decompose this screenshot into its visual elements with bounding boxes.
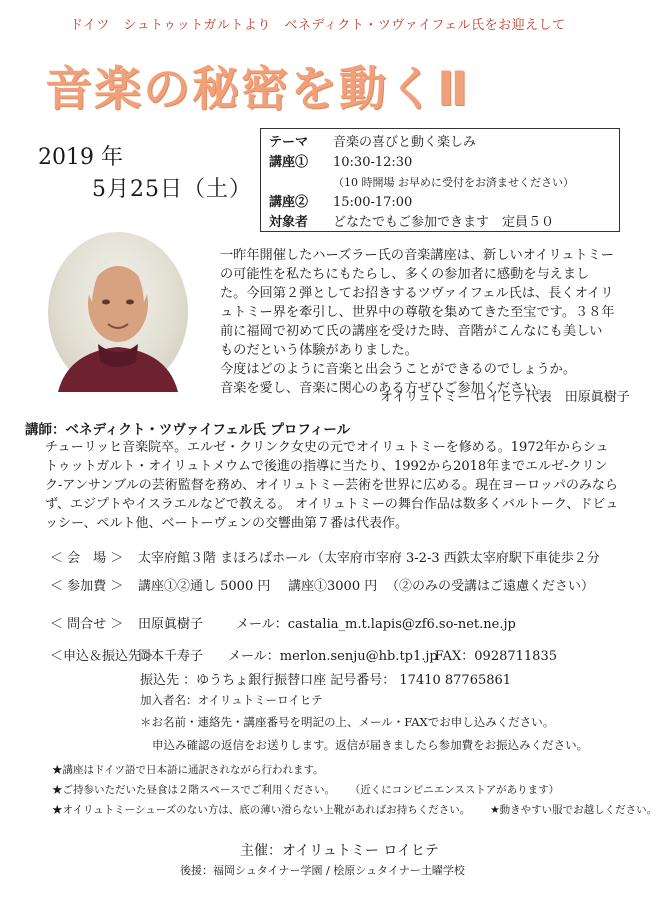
contact-label: ＜ 問合せ ＞ xyxy=(50,617,124,632)
contact-row xyxy=(50,613,516,632)
intro-paragraph-3: 音楽を愛し、音楽に関心のある方ぜひご参加ください。 xyxy=(220,381,550,396)
fee-note: （②のみの受講はご遠慮ください） xyxy=(386,579,595,594)
apply-mail-label: メール： xyxy=(228,649,280,664)
lecturer-profile: チューリッヒ音楽院卒。エルゼ・クリンク女史の元でオイリュトミーを修める。1972年からシュトゥットガルト・オイリュトメウムで後進の指導に当たり、1992から2018年までエルゼ-クリンク-アンサンブルの芸術監督を務め、オイリュトミー芸術を世界に広める。現在ヨーロッパのみならず、エジプトやイスラエルなどで教える。 オイリュトミーの舞台作品は数多くバルトーク、ドビュッシー、ペルト他、ベートーヴェンの交響曲第７番は代表作。 xyxy=(45,440,619,531)
contact-mail-label: メール： xyxy=(236,617,288,632)
apply-name: 岡本千寿子 xyxy=(138,649,204,664)
date-year: 2019 年 xyxy=(38,145,123,170)
organizer: 主催：オイリュトミー ロイヒテ xyxy=(240,843,439,859)
lecture2-label: 講座② xyxy=(269,195,309,210)
fee-single: 講座①3000 円 xyxy=(288,579,378,594)
top-note: ドイツ シュトゥットガルトより ベネディクト・ツヴァイフェル氏をお迎えして xyxy=(70,18,566,33)
theme-label: テーマ xyxy=(269,135,309,150)
note-clothing: ★動きやすい服でお越しください。 xyxy=(490,804,657,816)
info-target-row xyxy=(269,213,611,233)
note-shoes: ★オイリュトミーシューズのない方は、底の薄い滑らない上靴があればお持ちください。 xyxy=(52,804,471,816)
lecture1-note: （10 時開場 お早めに受付をお済ませください） xyxy=(333,176,574,189)
lecturer-portrait xyxy=(48,232,188,392)
apply-instruction-2: 申込み確認の返信をお送りします。返信が届きましたら参加費をお振込みください。 xyxy=(152,738,589,752)
apply-bank: 振込先 ：ゆうちょ銀行振替口座 記号番号： 17410 87765861 xyxy=(140,673,512,688)
info-box xyxy=(260,128,620,232)
intro-text xyxy=(220,246,615,398)
target-value: どなたでもご参加できます 定員５０ xyxy=(333,215,555,230)
note-lunch: ★ご持参いただいた昼食は２階スペースでご利用ください。 xyxy=(52,784,335,796)
apply-fax: FAX：0928711835 xyxy=(434,649,557,664)
sponsor: 後援：福岡シュタイナー学園 / 桧原シュタイナー土曜学校 xyxy=(180,864,465,877)
venue-row xyxy=(50,547,600,566)
venue-label: ＜ 会 場 ＞ xyxy=(50,551,124,566)
fee-row xyxy=(50,575,594,594)
lecture1-value: 10:30-12:30 xyxy=(333,155,413,170)
apply-account: 加入者名：オイリュトミーロイヒテ xyxy=(140,693,323,707)
lecturer-heading: 講師：ベネディクト・ツヴァイフェル氏 プロフィール xyxy=(25,422,351,438)
intro-signature: オイリュトミー ロイヒテ代表 田原眞樹子 xyxy=(380,390,630,405)
fee-both: 講座①②通し 5000 円 xyxy=(138,579,271,594)
lecture2-value: 15:00-17:00 xyxy=(333,195,413,210)
theme-value: 音楽の喜びと動く楽しみ xyxy=(333,135,477,150)
apply-row xyxy=(50,645,557,664)
contact-name: 田原眞樹子 xyxy=(138,617,204,632)
intro-paragraph-1: 一昨年開催したハーズラー氏の音楽講座は、新しいオイリュトミーの可能性を私たちにもたらし、多くの参加者に感動を与えました。今回第２弾としてお招きするツヴァイフェル氏は、長くオイリュトミー界を牽引し、世界中の尊敬を集めてきた至宝です。３８年前に福岡で初めて氏の講座を受けた時、音階がこんなにも美しいものだという体験がありました。 xyxy=(220,248,615,358)
apply-mail: merlon.senju@hb.tp1.jp xyxy=(279,649,438,664)
note-line-3 xyxy=(52,800,657,820)
note-line-1: ★講座はドイツ語で日本語に通訳されながら行われます。 xyxy=(52,764,324,776)
venue-value: 太宰府館３階 まほろばホール（太宰府市宰府 3-2-3 西鉄太宰府駅下車徒歩２分 xyxy=(138,551,600,566)
main-title: 音楽の秘密を動くⅡ xyxy=(45,62,470,117)
info-lecture2-row xyxy=(269,193,611,213)
portrait-illustration xyxy=(48,232,188,392)
apply-label: ＜申込＆振込先＞ xyxy=(50,649,155,664)
lecture1-label: 講座① xyxy=(269,155,309,170)
contact-mail: castalia_m.t.lapis@zf6.so-net.ne.jp xyxy=(287,617,516,632)
info-lecture1-row xyxy=(269,153,611,173)
info-theme-row xyxy=(269,133,611,153)
notes xyxy=(52,760,657,820)
intro-paragraph-2: 今度はどのように音楽と出会うことができるのでしょうか。 xyxy=(220,362,577,377)
note-convenience: （近くにコンビニエンスストアがあります） xyxy=(354,784,560,796)
date-day: 5月25日（土） xyxy=(92,177,252,202)
fee-label: ＜ 参加費 ＞ xyxy=(50,579,124,594)
target-label: 対象者 xyxy=(269,215,309,230)
note-line-2 xyxy=(52,780,657,800)
apply-instruction-1: ＊お名前・連絡先・講座番号を明記の上、メール・FAXでお申し込みください。 xyxy=(140,715,555,729)
